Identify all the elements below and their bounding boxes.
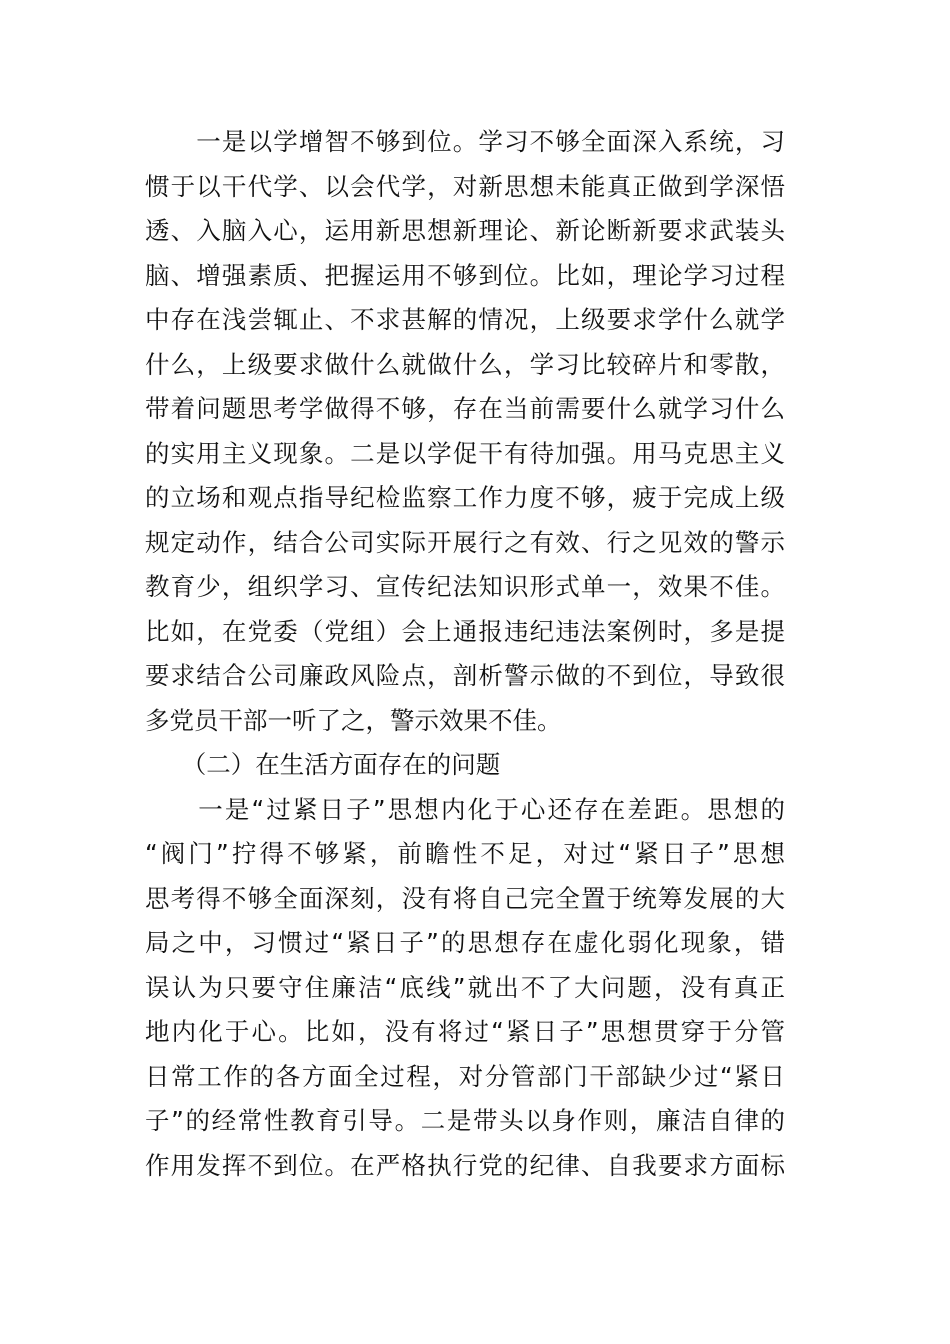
document-body [145, 120, 785, 1188]
text-line: 日常工作的各方面全过程，对分管部门干部缺少过“紧日 [145, 1061, 785, 1091]
text-line: 要求结合公司廉政风险点，剖析警示做的不到位，导致很 [145, 661, 785, 690]
paragraph-study [145, 120, 785, 743]
text-line: 的立场和观点指导纪检监察工作力度不够，疲于完成上级 [145, 483, 785, 512]
text-line: 思考得不够全面深刻，没有将自己完全置于统筹发展的大 [145, 883, 785, 913]
text-line: 局之中，习惯过“紧日子”的思想存在虚化弱化现象，错 [145, 928, 785, 957]
text-line: 的实用主义现象。二是以学促干有待加强。用马克思主义 [145, 438, 785, 468]
text-line: 比如，在党委（党组）会上通报违纪违法案例时，多是提 [145, 616, 785, 646]
text-line: 惯于以干代学、以会代学，对新思想未能真正做到学深悟 [145, 171, 785, 201]
text-line: 多党员干部一听了之，警示效果不佳。 [145, 705, 562, 735]
text-line: “阀门”拧得不够紧，前瞻性不足，对过“紧日子”思想 [145, 839, 785, 868]
text-line: 一是“过紧日子”思想内化于心还存在差距。思想的 [145, 794, 785, 824]
text-line: 子”的经常性教育引导。二是带头以身作则，廉洁自律的 [145, 1106, 785, 1135]
text-line: 透、入脑入心，运用新思想新理论、新论断新要求武装头 [145, 216, 785, 245]
text-line: 脑、增强素质、把握运用不够到位。比如，理论学习过程 [145, 260, 785, 290]
text-line: 什么，上级要求做什么就做什么，学习比较碎片和零散， [145, 349, 785, 379]
text-line: 教育少，组织学习、宣传纪法知识形式单一，效果不佳。 [145, 572, 785, 601]
text-line: 误认为只要守住廉洁“底线”就出不了大问题，没有真正 [145, 972, 785, 1002]
text-line: 作用发挥不到位。在严格执行党的纪律、自我要求方面标 [145, 1150, 785, 1180]
text-line: 带着问题思考学做得不够，存在当前需要什么就学习什么 [145, 394, 785, 423]
text-line: 地内化于心。比如，没有将过“紧日子”思想贯穿于分管 [145, 1017, 785, 1046]
text-line: 中存在浅尝辄止、不求甚解的情况，上级要求学什么就学 [145, 305, 785, 334]
section-heading: （二）在生活方面存在的问题 [145, 750, 501, 779]
paragraph-life [145, 788, 785, 1189]
text-line: 一是以学增智不够到位。学习不够全面深入系统，习 [145, 127, 785, 156]
text-line: 规定动作，结合公司实际开展行之有效、行之见效的警示 [145, 527, 785, 557]
